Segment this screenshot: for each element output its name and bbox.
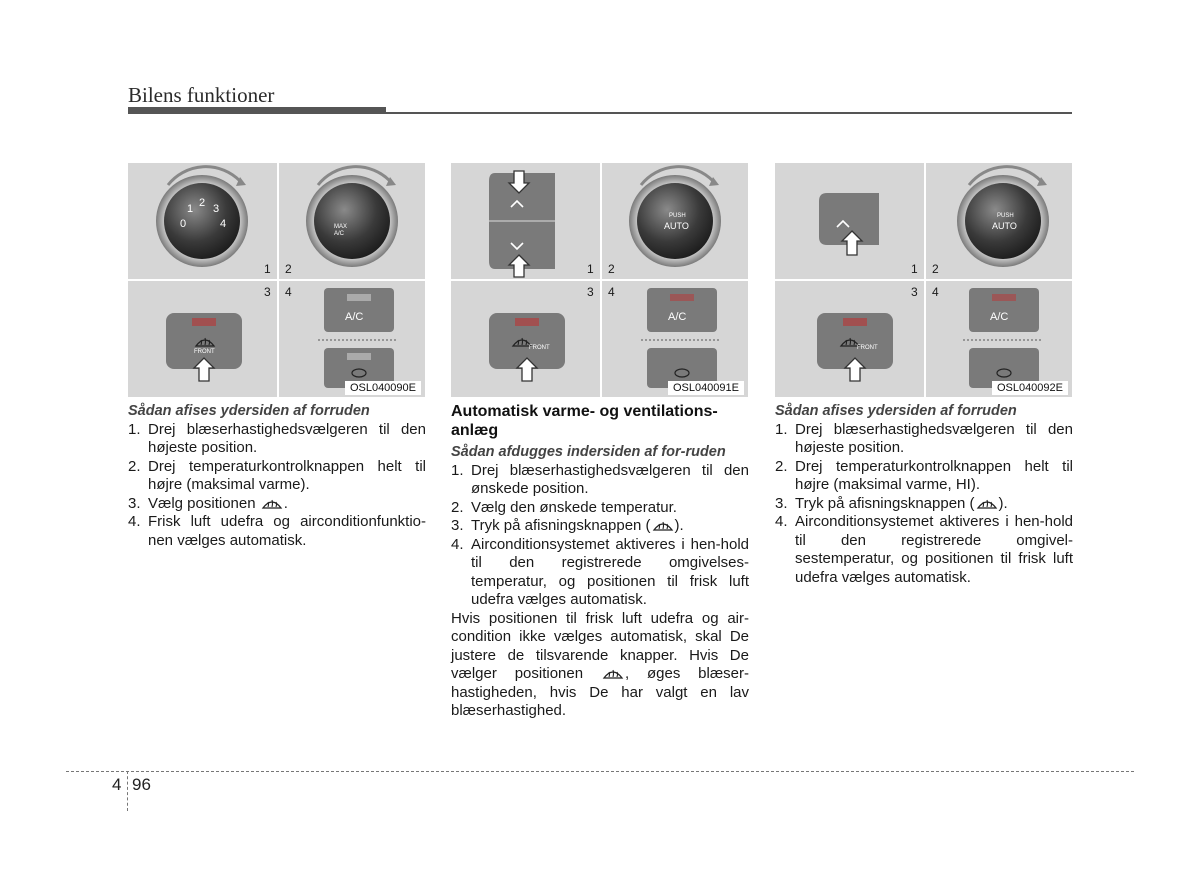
para-text-after: , øges blæser-hastigheden, hvis De har valgt en lav blæserhastighed. bbox=[451, 665, 750, 719]
item-text: Drej blæserhastighedsvælgeren til den ønskede position. bbox=[471, 461, 749, 497]
defrost-icon bbox=[602, 665, 624, 681]
fig1-code: OSL040090E bbox=[345, 381, 421, 395]
list-item bbox=[451, 517, 749, 536]
item-number: 3. bbox=[775, 494, 788, 512]
fig3-label-4: 4 bbox=[932, 285, 939, 299]
fig2-label-1: 1 bbox=[587, 262, 594, 276]
fig3-auto: AUTO bbox=[992, 221, 1017, 231]
para-text: Hvis positionen til frisk luft udefra og air-condition ikke vælges automatisk, skal De justere de tilsvarende knapper. Hvis De vælger positionen bbox=[451, 609, 749, 682]
footer-divider bbox=[127, 771, 128, 811]
page-number: 96 bbox=[132, 775, 151, 794]
list-item bbox=[128, 421, 426, 458]
fig2-label-2: 2 bbox=[608, 262, 615, 276]
figure-2 bbox=[451, 163, 748, 397]
fig1-front-label: FRONT bbox=[194, 349, 215, 355]
column-1 bbox=[128, 402, 426, 550]
list-item bbox=[775, 458, 1073, 495]
col3-list bbox=[775, 421, 1073, 588]
fig3-code: OSL040092E bbox=[992, 381, 1068, 395]
fig1-max-ac: MAX A/C bbox=[334, 224, 348, 237]
item-text: Drej blæserhastighedsvælgeren til den højeste position. bbox=[148, 420, 426, 456]
defrost-icon bbox=[652, 517, 674, 533]
fig2-code: OSL040091E bbox=[668, 381, 744, 395]
list-item bbox=[451, 536, 749, 610]
figure-1 bbox=[128, 163, 425, 397]
item-text: Vælg den ønskede temperatur. bbox=[471, 498, 677, 516]
fig1-label-1: 1 bbox=[264, 262, 271, 276]
fig3-ac-label: A/C bbox=[990, 311, 1009, 323]
item-text: Drej temperaturkontrolknappen helt til højre (maksimal varme, HI). bbox=[795, 457, 1073, 493]
list-item bbox=[775, 495, 1073, 514]
col2-list bbox=[451, 462, 749, 610]
item-number: 3. bbox=[451, 517, 464, 534]
item-text: Airconditionsystemet aktiveres i hen-hold til den registrerede omgivel-sestemperatur, og positionen til frisk luft udefra vælges automatisk. bbox=[795, 513, 1073, 586]
fig1-label-2: 2 bbox=[285, 262, 292, 276]
col2-paragraph bbox=[451, 610, 749, 721]
item-text: Vælg positionen bbox=[148, 494, 256, 512]
item-number: 2. bbox=[775, 457, 788, 475]
fig2-auto: AUTO bbox=[664, 221, 689, 231]
fig1-dial-1: 1 bbox=[187, 203, 194, 215]
list-item bbox=[451, 462, 749, 499]
item-text-after: . bbox=[283, 494, 288, 512]
item-number: 1. bbox=[128, 420, 141, 438]
item-text: Tryk på afisningsknappen ( bbox=[795, 494, 975, 512]
fig2-ac-label: A/C bbox=[668, 311, 687, 323]
item-number: 4. bbox=[451, 535, 464, 553]
col1-subhead: Sådan afises ydersiden af forruden bbox=[128, 403, 370, 419]
item-number: 2. bbox=[128, 457, 141, 475]
col2-heading: Automatisk varme- og ventilations-anlæg bbox=[451, 403, 718, 439]
fig3-label-2: 2 bbox=[932, 262, 939, 276]
fig3-push: PUSH bbox=[997, 213, 1014, 219]
item-number: 4. bbox=[128, 513, 141, 530]
fig1-dial-0: 0 bbox=[180, 218, 187, 230]
fig2-label-4: 4 bbox=[608, 285, 615, 299]
header-rule-thick bbox=[128, 107, 386, 114]
fig1-dial-4: 4 bbox=[220, 218, 227, 230]
defrost-icon bbox=[261, 495, 283, 511]
fig1-label-4: 4 bbox=[285, 285, 292, 299]
item-number: 2. bbox=[451, 498, 464, 516]
fig1-label-3: 3 bbox=[264, 285, 271, 299]
col3-subhead: Sådan afises ydersiden af forruden bbox=[775, 403, 1017, 419]
header-rule-thin bbox=[386, 112, 1072, 114]
col2-subhead: Sådan afdugges indersiden af for-ruden bbox=[451, 444, 726, 460]
item-text: Airconditionsystemet aktiveres i hen-hold til den registrerede omgivelses-temperatur, og positionen til frisk luft udefra vælges automatisk. bbox=[471, 535, 749, 608]
page-section-number: 4 bbox=[112, 775, 122, 794]
fig3-front-label: FRONT bbox=[857, 345, 878, 351]
page-header-title: Bilens funktioner bbox=[128, 83, 275, 107]
fig1-dial-2: 2 bbox=[199, 197, 206, 209]
item-text: Drej temperaturkontrolknappen helt til højre (maksimal varme). bbox=[148, 457, 426, 493]
item-text-after: ). bbox=[998, 494, 1008, 512]
item-text: Frisk luft udefra og airconditionfunktio-nen vælges automatisk. bbox=[148, 513, 426, 549]
fig2-push: PUSH bbox=[669, 213, 686, 219]
item-number: 1. bbox=[451, 461, 464, 479]
list-item bbox=[128, 513, 426, 550]
item-text: Drej blæserhastighedsvælgeren til den højeste position. bbox=[795, 420, 1073, 456]
item-text: Tryk på afisningsknappen ( bbox=[471, 517, 651, 534]
item-text-after: ). bbox=[674, 517, 684, 534]
list-item bbox=[775, 421, 1073, 458]
defrost-icon bbox=[976, 495, 998, 511]
list-item bbox=[128, 495, 426, 514]
column-3 bbox=[775, 402, 1073, 587]
fig1-ac-label: A/C bbox=[345, 311, 364, 323]
footer-rule bbox=[66, 771, 1134, 772]
item-number: 1. bbox=[775, 420, 788, 438]
item-number: 4. bbox=[775, 513, 788, 530]
fig3-label-3: 3 bbox=[911, 285, 918, 299]
figure-3 bbox=[775, 163, 1072, 397]
list-item bbox=[775, 513, 1073, 587]
item-number: 3. bbox=[128, 494, 141, 512]
fig3-label-1: 1 bbox=[911, 262, 918, 276]
fig1-dial-3: 3 bbox=[213, 203, 220, 215]
list-item bbox=[128, 458, 426, 495]
list-item bbox=[451, 499, 749, 518]
column-2 bbox=[451, 402, 749, 721]
fig2-front-label: FRONT bbox=[529, 345, 550, 351]
fig2-label-3: 3 bbox=[587, 285, 594, 299]
col1-list bbox=[128, 421, 426, 551]
